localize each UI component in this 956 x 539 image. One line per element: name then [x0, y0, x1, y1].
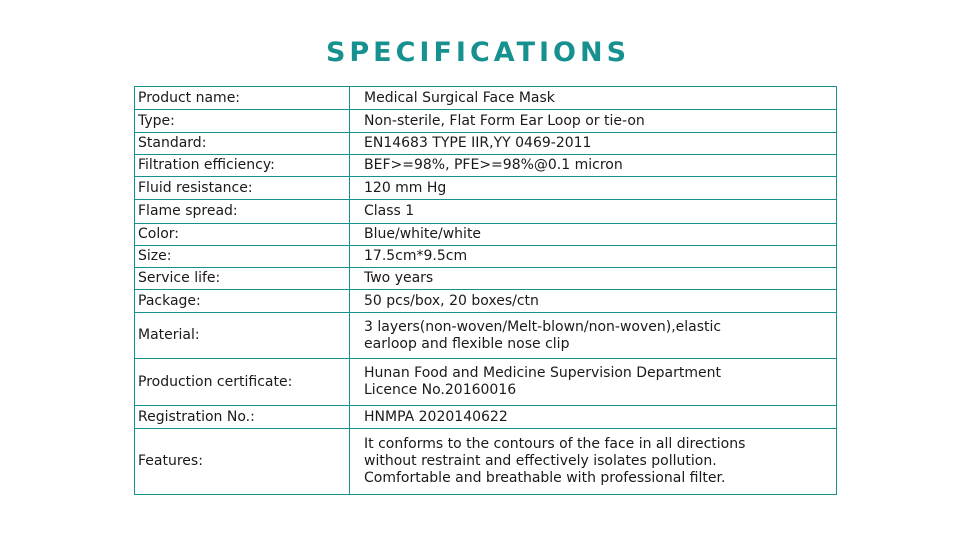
- spec-value-line: It conforms to the contours of the face in all directions: [364, 436, 746, 452]
- spec-value: [350, 246, 837, 268]
- table-row: [135, 224, 837, 246]
- spec-value: [350, 177, 837, 200]
- table-row: [135, 268, 837, 290]
- spec-value: [350, 268, 837, 290]
- spec-value-line: BEF>=98%, PFE>=98%@0.1 micron: [364, 157, 623, 173]
- spec-label: Product name:: [135, 87, 350, 110]
- spec-label: Registration No.:: [135, 406, 350, 429]
- spec-value: [350, 359, 837, 406]
- spec-value-line: Non-sterile, Flat Form Ear Loop or tie-on: [364, 112, 645, 129]
- table-row: [135, 133, 837, 155]
- table-row: [135, 429, 837, 495]
- spec-value-line: 3 layers(non-woven/Melt-blown/non-woven),elastic: [364, 318, 722, 335]
- spec-value-line: Hunan Food and Medicine Supervision Department: [364, 365, 721, 381]
- specifications-table: [134, 86, 837, 495]
- spec-label: Fluid resistance:: [135, 177, 350, 200]
- spec-value-line: 17.5cm*9.5cm: [364, 248, 468, 264]
- table-row: [135, 155, 837, 177]
- specifications-table-body: [135, 87, 837, 495]
- spec-label: Filtration efficiency:: [135, 155, 350, 177]
- spec-label: Package:: [135, 290, 350, 313]
- spec-label: Service life:: [135, 268, 350, 290]
- table-row: [135, 87, 837, 110]
- spec-label: Material:: [135, 313, 350, 359]
- spec-value: [350, 133, 837, 155]
- spec-label: Features:: [135, 429, 350, 495]
- spec-value-line: 50 pcs/box, 20 boxes/ctn: [364, 292, 539, 309]
- spec-value-line: earloop and flexible nose clip: [364, 335, 570, 352]
- spec-value: [350, 224, 837, 246]
- spec-value-line: Class 1: [364, 203, 415, 219]
- spec-value-line: Two years: [364, 270, 434, 286]
- spec-value: [350, 155, 837, 177]
- spec-value: [350, 429, 837, 495]
- spec-label: Color:: [135, 224, 350, 246]
- table-row: [135, 246, 837, 268]
- spec-value-line: Licence No.20160016: [364, 382, 517, 398]
- spec-value-line: EN14683 TYPE IIR,YY 0469-2011: [364, 135, 592, 151]
- spec-label: Flame spread:: [135, 200, 350, 224]
- page-title: SPECIFICATIONS: [325, 37, 631, 68]
- table-row: [135, 359, 837, 406]
- spec-value-line: without restraint and effectively isolates pollution.: [364, 453, 717, 469]
- table-row: [135, 177, 837, 200]
- spec-value: [350, 200, 837, 224]
- spec-label: Size:: [135, 246, 350, 268]
- spec-value: [350, 313, 837, 359]
- spec-value: [350, 87, 837, 110]
- spec-value-line: Comfortable and breathable with professional filter.: [364, 470, 726, 486]
- spec-label: Production certificate:: [135, 359, 350, 406]
- spec-value-line: 120 mm Hg: [364, 179, 447, 196]
- table-row: [135, 110, 837, 133]
- spec-value: [350, 406, 837, 429]
- spec-value-line: Medical Surgical Face Mask: [364, 89, 555, 106]
- spec-label: Standard:: [135, 133, 350, 155]
- spec-value: [350, 110, 837, 133]
- spec-label: Type:: [135, 110, 350, 133]
- table-row: [135, 200, 837, 224]
- spec-value-line: HNMPA 2020140622: [364, 408, 508, 425]
- table-row: [135, 290, 837, 313]
- spec-value-line: Blue/white/white: [364, 226, 482, 242]
- spec-value: [350, 290, 837, 313]
- table-row: [135, 406, 837, 429]
- table-row: [135, 313, 837, 359]
